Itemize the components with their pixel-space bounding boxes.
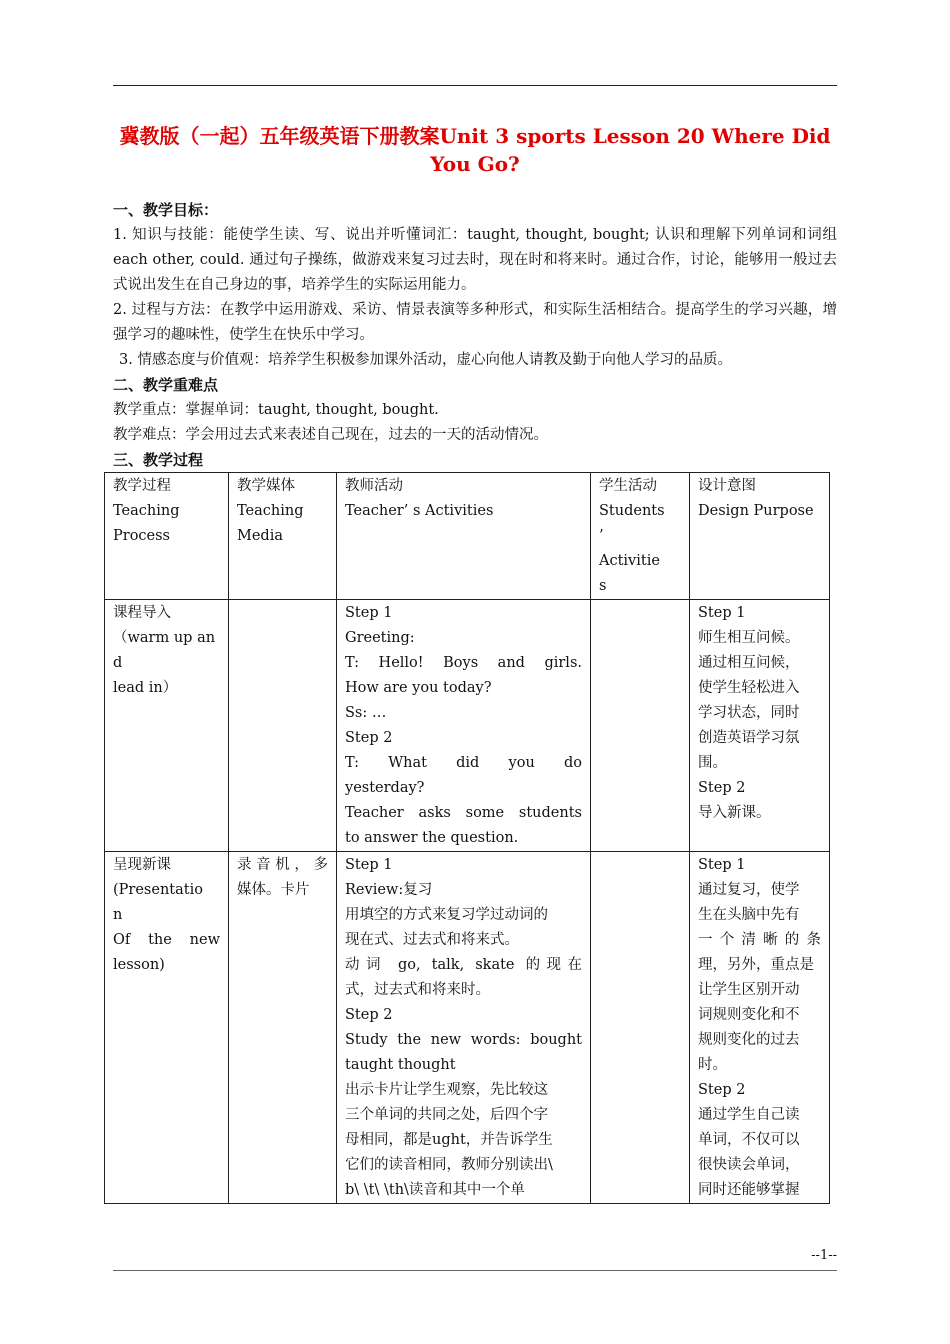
row1-teacher <box>337 600 591 852</box>
table-header-row <box>105 473 830 600</box>
cell-line: 设计意图 <box>698 478 756 494</box>
cell-line: 媒体。卡片 <box>237 882 310 898</box>
cell-line: 让学生区别开动 <box>698 982 800 998</box>
goal-1: 1. 知识与技能：能使学生读、写、说出并听懂词汇：taught, thought, bought; 认识和理解下列单词和词组 each other, could. 通过句子操练，做游戏来复习过去时，现在时和将来时。通过合作，讨论，能够用一般过去式说出发生在自己身边的事，培养学生的实际运用能力。 <box>113 227 837 293</box>
table-row-warmup <box>105 600 830 852</box>
cell-line: 式，过去式和将来时。 <box>345 982 490 998</box>
cell-line: Step 2 <box>345 1007 393 1023</box>
cell-line: 三个单词的共同之处，后四个字 <box>345 1107 548 1123</box>
cell-line: (Presentatio <box>113 882 203 898</box>
cell-line: 母相同，都是ught，并告诉学生 <box>345 1132 553 1148</box>
process-heading: 三、教学过程 <box>113 451 204 469</box>
cell-line: 生在头脑中先有 <box>698 907 800 923</box>
cell-line: 出示卡片让学生观察，先比较这 <box>345 1082 548 1098</box>
cell-line: 创造英语学习氛 <box>698 730 800 746</box>
row2-media <box>229 852 337 1204</box>
cell-line: to answer the question. <box>345 830 519 846</box>
cell-line: Design Purpose <box>698 503 814 519</box>
cell-line: Step 1 <box>345 857 393 873</box>
header-teacher <box>337 473 591 600</box>
cell-line: Teacher’ s Activities <box>345 503 494 519</box>
row1-purpose <box>690 600 830 852</box>
row1-media <box>229 600 337 852</box>
cell-line: Step 1 <box>698 605 746 621</box>
cell-line: lesson) <box>113 957 165 973</box>
cell-line: Process <box>113 528 171 544</box>
cell-line: 一个清晰的条 <box>698 932 821 948</box>
cell-line: Media <box>237 528 283 544</box>
cell-line: 教学过程 <box>113 478 171 494</box>
cell-line: n <box>113 907 123 923</box>
cell-line: lead in） <box>113 680 178 696</box>
bottom-rule <box>113 1270 837 1271</box>
keypoints-heading: 二、教学重难点 <box>113 376 219 394</box>
goal-3: 3. 情感态度与价值观：培养学生积极参加课外活动，虚心向他人请教及勤于向他人学习的品质。 <box>119 352 732 368</box>
cell-line: 单词，不仅可以 <box>698 1132 800 1148</box>
cell-line: Teaching <box>113 503 180 519</box>
cell-line: Step 1 <box>345 605 393 621</box>
row2-teacher <box>337 852 591 1204</box>
cell-line: Study the new words: bought <box>345 1032 582 1048</box>
cell-line: 理，另外，重点是 <box>698 957 814 973</box>
document-title: 冀教版（一起）五年级英语下册教案Unit 3 sports Lesson 20 Where Did You Go? <box>119 124 831 176</box>
cell-line: 时。 <box>698 1057 727 1073</box>
cell-line: Step 1 <box>698 857 746 873</box>
cell-line: ’ <box>599 528 604 544</box>
cell-line: 现在式、过去式和将来式。 <box>345 932 519 948</box>
cell-line: Greeting: <box>345 630 415 646</box>
key-point: 教学重点：掌握单词：taught, thought, bought. <box>113 402 439 418</box>
goal-2: 2. 过程与方法：在教学中运用游戏、采访、情景表演等多种形式，和实际生活相结合。提高学生的学习兴趣，增强学习的趣味性，使学生在快乐中学习。 <box>113 302 837 343</box>
cell-line: b\ \t\ \th\读音和其中一个单 <box>345 1182 525 1198</box>
cell-line: 教学媒体 <box>237 478 295 494</box>
page-number: --1-- <box>811 1248 837 1263</box>
cell-line: 通过相互问候， <box>698 655 800 671</box>
cell-line: Step 2 <box>698 1082 746 1098</box>
cell-line: 通过复习，使学 <box>698 882 800 898</box>
header-students <box>591 473 690 600</box>
cell-line: Of the new <box>113 932 220 948</box>
cell-line: 规则变化的过去 <box>698 1032 800 1048</box>
difficulty: 教学难点：学会用过去式来表述自己现在，过去的一天的活动情况。 <box>113 427 548 443</box>
cell-line: 导入新课。 <box>698 805 771 821</box>
header-purpose <box>690 473 830 600</box>
cell-line: T: What did you do <box>345 755 582 771</box>
row2-purpose <box>690 852 830 1204</box>
table-row-presentation <box>105 852 830 1204</box>
lesson-table <box>104 472 830 1204</box>
cell-line: Teacher asks some students <box>345 805 582 821</box>
cell-line: Step 2 <box>345 730 393 746</box>
row2-process <box>105 852 229 1204</box>
cell-line: How are you today? <box>345 680 492 696</box>
goals-heading: 一、教学目标： <box>113 201 219 219</box>
cell-line: Step 2 <box>698 780 746 796</box>
cell-line: 它们的读音相同，教师分别读出\ <box>345 1157 553 1173</box>
top-rule <box>113 85 837 86</box>
cell-line: taught thought <box>345 1057 456 1073</box>
cell-line: 围。 <box>698 755 727 771</box>
cell-line: Activitie <box>599 553 660 569</box>
cell-line: Students <box>599 503 665 519</box>
cell-line: 教师活动 <box>345 478 403 494</box>
row2-students <box>591 852 690 1204</box>
cell-line: 师生相互问候。 <box>698 630 800 646</box>
document-body <box>113 198 837 473</box>
cell-line: yesterday? <box>345 780 425 796</box>
header-process <box>105 473 229 600</box>
cell-line: 学习状态，同时 <box>698 705 800 721</box>
cell-line: （warm up and <box>113 630 216 671</box>
cell-line: 同时还能够掌握 <box>698 1182 800 1198</box>
cell-line: s <box>599 578 607 594</box>
cell-line: 用填空的方式来复习学过动词的 <box>345 907 548 923</box>
cell-line: 课程导入 <box>113 605 171 621</box>
cell-line: T: Hello! Boys and girls. <box>345 655 582 671</box>
cell-line: 动词 go, talk, skate 的现在 <box>345 957 582 973</box>
cell-line: Teaching <box>237 503 304 519</box>
cell-line: 通过学生自己读 <box>698 1107 800 1123</box>
header-media <box>229 473 337 600</box>
row1-process <box>105 600 229 852</box>
cell-line: 录音机，多 <box>237 857 328 873</box>
cell-line: Review:复习 <box>345 882 433 898</box>
cell-line: Ss: … <box>345 705 387 721</box>
row1-students <box>591 600 690 852</box>
cell-line: 使学生轻松进入 <box>698 680 800 696</box>
cell-line: 词规则变化和不 <box>698 1007 800 1023</box>
cell-line: 学生活动 <box>599 478 657 494</box>
cell-line: 很快读会单词， <box>698 1157 800 1173</box>
cell-line: 呈现新课 <box>113 857 171 873</box>
